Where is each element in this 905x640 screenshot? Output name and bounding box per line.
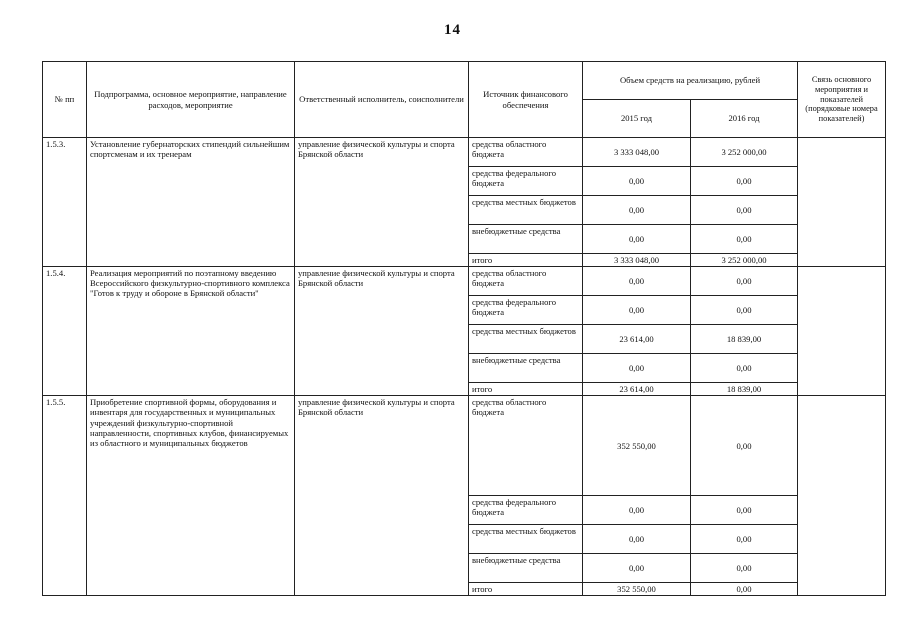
- funding-source: средства областного бюджета: [469, 267, 583, 296]
- total-label: итого: [469, 383, 583, 396]
- funding-source: средства местных бюджетов: [469, 196, 583, 225]
- amount-2015: 0,00: [583, 196, 691, 225]
- amount-2015: 0,00: [583, 267, 691, 296]
- header-num: № пп: [43, 62, 87, 138]
- amount-2016: 0,00: [691, 354, 798, 383]
- amount-2016: 0,00: [691, 525, 798, 554]
- page-number: 14: [444, 22, 461, 38]
- funding-source: внебюджетные средства: [469, 554, 583, 583]
- total-2016: 18 839,00: [691, 383, 798, 396]
- amount-2015: 0,00: [583, 525, 691, 554]
- table-row: [43, 267, 886, 296]
- amount-2015: 0,00: [583, 354, 691, 383]
- funding-source: средства местных бюджетов: [469, 525, 583, 554]
- total-2015: 352 550,00: [583, 583, 691, 596]
- section-number: 1.5.4.: [43, 267, 87, 396]
- table-row: [43, 396, 886, 496]
- amount-2016: 0,00: [691, 167, 798, 196]
- amount-2015: 23 614,00: [583, 325, 691, 354]
- section-executor: управление физической культуры и спорта Брянской области: [295, 267, 469, 396]
- amount-2016: 0,00: [691, 225, 798, 254]
- funding-source: средства местных бюджетов: [469, 325, 583, 354]
- total-label: итого: [469, 254, 583, 267]
- header-executor: Ответственный исполнитель, соисполнители: [295, 62, 469, 138]
- funding-source: средства федерального бюджета: [469, 496, 583, 525]
- header-year-2015: 2015 год: [583, 100, 691, 138]
- amount-2015: 0,00: [583, 554, 691, 583]
- total-2015: 3 333 048,00: [583, 254, 691, 267]
- section-number: 1.5.5.: [43, 396, 87, 596]
- header-program: Подпрограмма, основное мероприятие, направление расходов, мероприятие: [87, 62, 295, 138]
- amount-2016: 0,00: [691, 296, 798, 325]
- funding-source: средства областного бюджета: [469, 396, 583, 496]
- total-label: итого: [469, 583, 583, 596]
- section-title: Установление губернаторских стипендий сильнейшим спортсменам и их тренерам: [87, 138, 295, 267]
- header-year-2016: 2016 год: [691, 100, 798, 138]
- funding-source: средства федерального бюджета: [469, 167, 583, 196]
- section-title: Приобретение спортивной формы, оборудования и инвентаря для государственных и муниципальных учреждений физкультурно-спортивной направленности, спортивных клубов, финансируемых из областного и муниципальных бюджетов: [87, 396, 295, 596]
- total-2016: 3 252 000,00: [691, 254, 798, 267]
- table-row: [43, 138, 886, 167]
- amount-2015: 352 550,00: [583, 396, 691, 496]
- header-volume: Объем средств на реализацию, рублей: [583, 62, 798, 100]
- amount-2016: 0,00: [691, 267, 798, 296]
- amount-2016: 0,00: [691, 554, 798, 583]
- amount-2015: 0,00: [583, 296, 691, 325]
- total-2016: 0,00: [691, 583, 798, 596]
- funding-source: внебюджетные средства: [469, 354, 583, 383]
- indicator-link-cell: [798, 396, 886, 596]
- indicator-link-cell: [798, 267, 886, 396]
- funding-source: средства областного бюджета: [469, 138, 583, 167]
- section-executor: управление физической культуры и спорта Брянской области: [295, 138, 469, 267]
- section-title: Реализация мероприятий по поэтапному введению Всероссийского физкультурно-спортивного комплекса "Готов к труду и обороне в Брянской области": [87, 267, 295, 396]
- amount-2015: 3 333 048,00: [583, 138, 691, 167]
- indicator-link-cell: [798, 138, 886, 267]
- section-number: 1.5.3.: [43, 138, 87, 267]
- funding-source: средства федерального бюджета: [469, 296, 583, 325]
- amount-2016: 18 839,00: [691, 325, 798, 354]
- header-link: Связь основного мероприятия и показателей (порядковые номера показателей): [798, 62, 886, 138]
- budget-table: [42, 61, 886, 596]
- amount-2016: 0,00: [691, 396, 798, 496]
- amount-2015: 0,00: [583, 225, 691, 254]
- funding-source: внебюджетные средства: [469, 225, 583, 254]
- amount-2016: 0,00: [691, 196, 798, 225]
- amount-2016: 0,00: [691, 496, 798, 525]
- header-row: [43, 62, 886, 100]
- amount-2015: 0,00: [583, 496, 691, 525]
- section-executor: управление физической культуры и спорта Брянской области: [295, 396, 469, 596]
- amount-2016: 3 252 000,00: [691, 138, 798, 167]
- header-source: Источник финансового обеспечения: [469, 62, 583, 138]
- total-2015: 23 614,00: [583, 383, 691, 396]
- amount-2015: 0,00: [583, 167, 691, 196]
